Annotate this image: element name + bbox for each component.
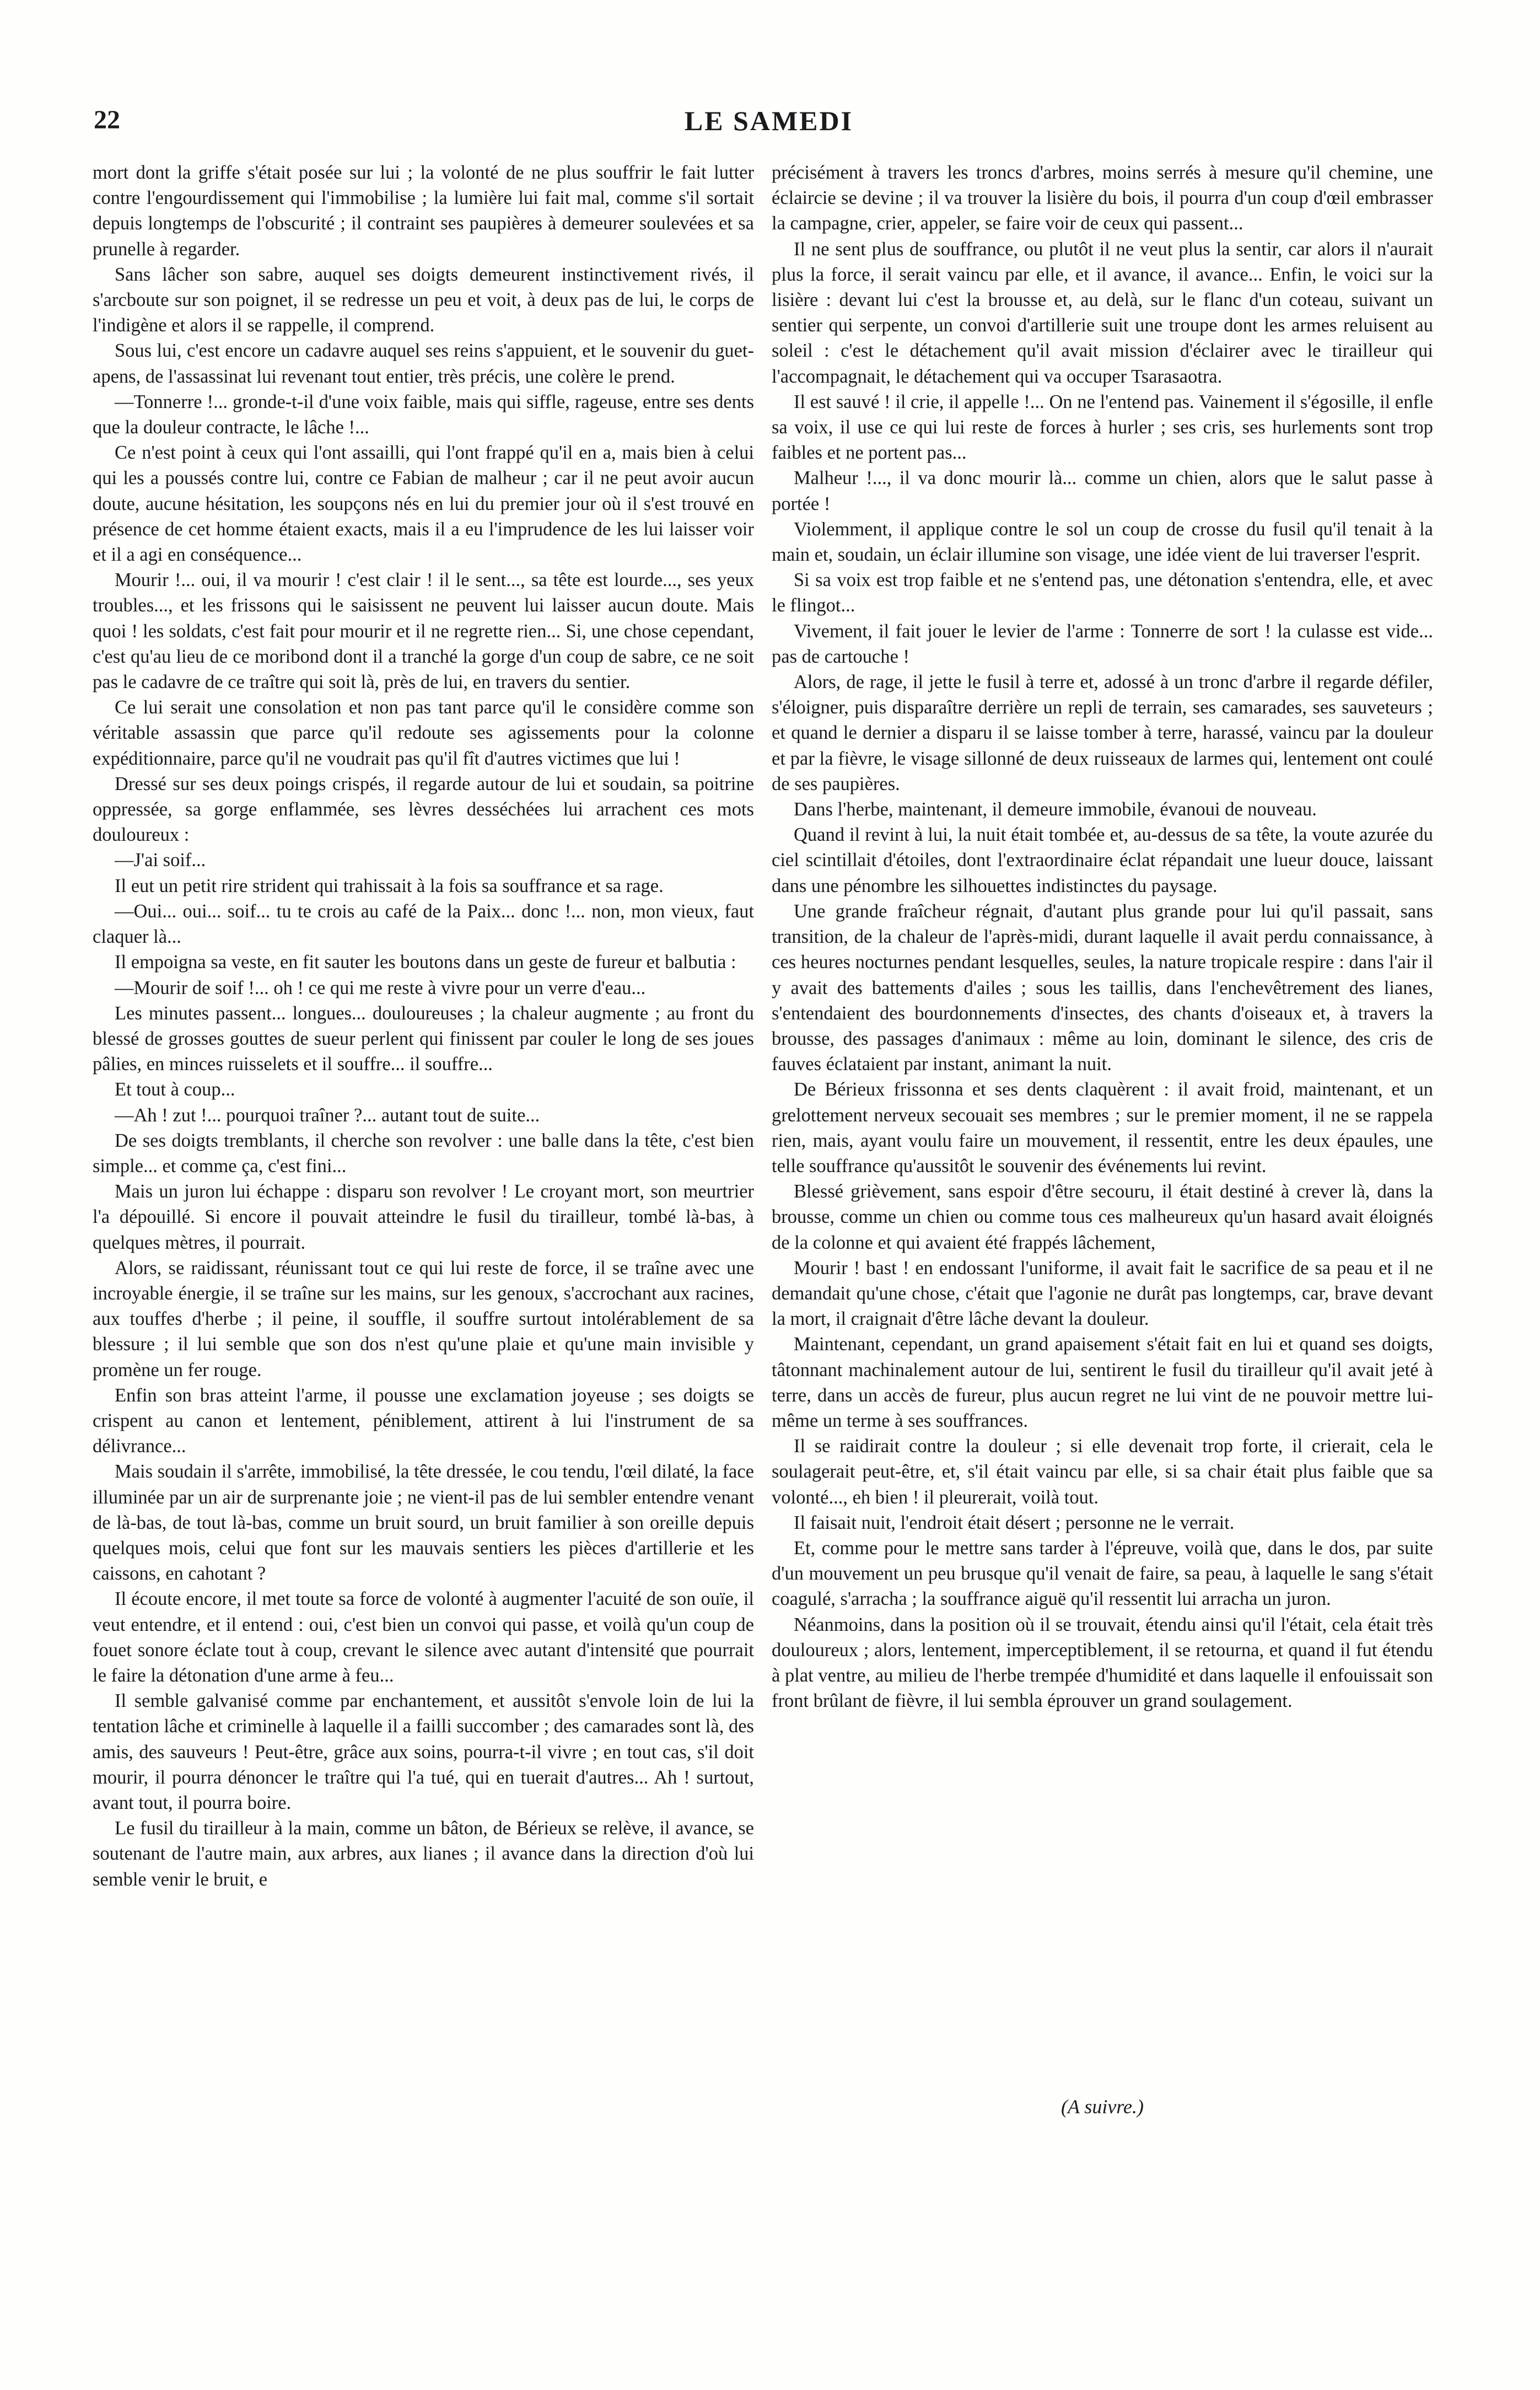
paragraph: Une grande fraîcheur régnait, d'autant plus grande pour lui qu'il passait, sans transition, de la chaleur de l'après-midi, durant laquelle il avait perdu connaissance, à ces heures nocturnes pendant lesquelles, seules, la nature tropicale respire : dans l'air il y avait des battements d'ailes ; sous les taillis, dans l'enchevêtrement des lianes, s'entendaient des bourdonnements d'insectes, des chants d'oiseaux et, à travers la brousse, des passages d'animaux : même au loin, dominant le silence, des cris de fauves éclataient par instant, animant la nuit. bbox=[772, 900, 1433, 1075]
paragraph: Alors, se raidissant, réunissant tout ce qui lui reste de force, il se traîne avec une incroyable énergie, il se traîne sur les mains, sur les genoux, s'accrochant aux racines, aux touffes d'herbe ; il peine, il souffle, il souffre surtout intolérablement de sa blessure ; il lui semble que son dos n'est qu'une plaie et qu'une main invisible y promène un fer rouge. bbox=[93, 1257, 754, 1381]
page-header bbox=[94, 105, 1444, 149]
paragraph: Mourir ! bast ! en endossant l'uniforme, il avait fait le sacrifice de sa peau et il ne demandait qu'une chose, c'était que l'agonie ne durât pas longtemps, car, brave devant la mort, il craignait d'être lâche devant la douleur. bbox=[772, 1257, 1433, 1330]
paragraph: Sans lâcher son sabre, auquel ses doigts demeurent instinctivement rivés, il s'arcboute sur son poignet, il se redresse un peu et voit, à deux pas de lui, le corps de l'indigène et alors il se rappelle, il comprend. bbox=[93, 264, 754, 336]
right-column bbox=[772, 160, 1433, 1714]
paragraph: Malheur !..., il va donc mourir là... comme un chien, alors que le salut passe à portée ! bbox=[772, 468, 1433, 514]
paragraph: Il est sauvé ! il crie, il appelle !... On ne l'entend pas. Vainement il s'égosille, il enfle sa voix, il use ce qui lui reste de forces à hurler ; ses cris, ses hurlements sont trop faibles et ne portent pas... bbox=[772, 391, 1433, 464]
paragraph: Ce lui serait une consolation et non pas tant parce qu'il le considère comme son véritable assassin que parce qu'il redoute ses agissements pour la colonne expéditionnaire, parce qu'il ne voudrait pas qu'il fît d'autres victimes que lui ! bbox=[93, 697, 754, 769]
paragraph: Dressé sur ses deux poings crispés, il regarde autour de lui et soudain, sa poitrine oppressée, sa gorge enflammée, ses lèvres desséchées lui arrachent ces mots douloureux : bbox=[93, 773, 754, 846]
paragraph: —J'ai soif... bbox=[115, 850, 206, 871]
paragraph: Les minutes passent... longues... douloureuses ; la chaleur augmente ; au front du blessé de grosses gouttes de sueur perlent qui finissent par couler le long de ses joues pâlies, en minces ruisselets et il souffre... il souffre... bbox=[93, 1002, 754, 1075]
page-number: 22 bbox=[94, 105, 120, 135]
paragraph: Il faisait nuit, l'endroit était désert ; personne ne le verrait. bbox=[794, 1512, 1235, 1533]
journal-title: LE SAMEDI bbox=[684, 105, 854, 136]
paragraph: Vivement, il fait jouer le levier de l'arme : Tonnerre de sort ! la culasse est vide... pas de cartouche ! bbox=[772, 620, 1433, 667]
paragraph: Dans l'herbe, maintenant, il demeure immobile, évanoui de nouveau. bbox=[794, 799, 1317, 820]
paragraph: Il écoute encore, il met toute sa force de volonté à augmenter l'acuité de son ouïe, il veut entendre, et il entend : oui, c'est bien un convoi qui passe, et voilà qu'un coup de fouet sonore éclate tout à coup, crevant le silence avec autant d'intensité que pourrait le faire la détonation d'une arme à feu... bbox=[93, 1588, 754, 1686]
paragraph: —Ah ! zut !... pourquoi traîner ?... autant tout de suite... bbox=[115, 1104, 540, 1126]
paragraph: Blessé grièvement, sans espoir d'être secouru, il était destiné à crever là, dans la brousse, comme un chien ou comme tous ces malheureux qu'un hasard avait éloignés de la colonne et qui avaient été frappés lâchement, bbox=[772, 1181, 1433, 1253]
paragraph: —Mourir de soif !... oh ! ce qui me reste à vivre pour un verre d'eau... bbox=[115, 977, 646, 998]
paragraph: précisément à travers les troncs d'arbres, moins serrés à mesure qu'il chemine, une éclaircie se devine ; il va trouver la lisière du bois, il pourra d'un coup d'œil embrasser la campagne, crier, appeler, se faire voir de ceux qui passent... bbox=[772, 162, 1433, 234]
paragraph: Et, comme pour le mettre sans tarder à l'épreuve, voilà que, dans le dos, par suite d'un mouvement un peu brusque qu'il venait de faire, sa peau, à laquelle le sang s'était coagulé, s'arracha ; la souffrance aiguë qu'il ressentit lui arracha un juron. bbox=[772, 1537, 1433, 1610]
paragraph: Il empoigna sa veste, en fit sauter les boutons dans un geste de fureur et balbutia : bbox=[115, 952, 736, 973]
paragraph: Et tout à coup... bbox=[115, 1079, 235, 1100]
paragraph: Maintenant, cependant, un grand apaisement s'était fait en lui et quand ses doigts, tâtonnant machinalement autour de lui, sentirent le fusil du tirailleur qu'il avait jeté à terre, dans un accès de fureur, plus aucun regret ne lui vint de ne pouvoir mettre lui-même un terme à ses souffrances. bbox=[772, 1334, 1433, 1431]
paragraph: Sous lui, c'est encore un cadavre auquel ses reins s'appuient, et le souvenir du guet-apens, de l'assassinat lui revenant tout entier, très précis, une colère le prend. bbox=[93, 340, 754, 387]
paragraph: Enfin son bras atteint l'arme, il pousse une exclamation joyeuse ; ses doigts se crispent au canon et lentement, péniblement, attirent à lui l'instrument de sa délivrance... bbox=[93, 1384, 754, 1457]
paragraph: Il eut un petit rire strident qui trahissait à la fois sa souffrance et sa rage. bbox=[115, 875, 664, 896]
paragraph: —Tonnerre !... gronde-t-il d'une voix faible, mais qui siffle, rageuse, entre ses dents que la douleur contracte, le lâche !... bbox=[93, 391, 754, 438]
to-be-continued: (A suivre.) bbox=[1061, 2096, 1144, 2118]
paragraph: Alors, de rage, il jette le fusil à terre et, adossé à un tronc d'arbre il regarde défiler, s'éloigner, puis disparaître derrière un repli de terrain, ses camarades, ses sauveteurs ; et quand le dernier a disparu il se laisse tomber à terre, harassé, vaincu par la douleur et par la fièvre, le visage sillonné de deux ruisseaux de larmes qui, lentement ont coulé de ses paupières. bbox=[772, 672, 1433, 794]
paragraph: De ses doigts tremblants, il cherche son revolver : une balle dans la tête, c'est bien simple... et comme ça, c'est fini... bbox=[93, 1130, 754, 1177]
paragraph: De Bérieux frissonna et ses dents claquèrent : il avait froid, maintenant, et un grelottement nerveux secouait ses membres ; sur le premier moment, il ne se rappela rien, mais, ayant voulu faire un mouvement, il ressentit, entre les deux épaules, une telle souffrance qu'aussitôt le souvenir des événements lui revint. bbox=[772, 1079, 1433, 1177]
paragraph: Si sa voix est trop faible et ne s'entend pas, une détonation s'entendra, elle, et avec le flingot... bbox=[772, 570, 1433, 616]
paragraph: Néanmoins, dans la position où il se trouvait, étendu ainsi qu'il l'était, cela était très douloureux ; alors, lentement, imperceptiblement, il se retourna, et quand il fut étendu à plat ventre, au milieu de l'herbe trempée d'humidité et dans laquelle il enfouissait son front brûlant de fièvre, il lui sembla éprouver un grand soulagement. bbox=[772, 1614, 1433, 1712]
left-column bbox=[93, 160, 754, 1892]
paragraph: Ce n'est point à ceux qui l'ont assailli, qui l'ont frappé qu'il en a, mais bien à celui qui les a poussés contre lui, contre ce Fabian de malheur ; car il ne peut avoir aucun doute, aucune hésitation, les soupçons nés en lui du premier jour où il s'est trouvé en présence de cet homme étaient exacts, mais il a eu l'imprudence de les lui laisser voir et il a agi en conséquence... bbox=[93, 442, 754, 566]
paragraph: Quand il revint à lui, la nuit était tombée et, au-dessus de sa tête, la voute azurée du ciel scintillait d'étoiles, dont l'extraordinaire éclat répandait une lueur douce, laissant dans une pénombre les silhouettes indistinctes du paysage. bbox=[772, 824, 1433, 896]
paragraph: Le fusil du tirailleur à la main, comme un bâton, de Bérieux se relève, il avance, se soutenant de l'autre main, aux arbres, aux lianes ; il avance dans la direction d'où lui semble venir le bruit, e bbox=[93, 1818, 754, 1890]
paragraph: Mais un juron lui échappe : disparu son revolver ! Le croyant mort, son meurtrier l'a dépouillé. Si encore il pouvait atteindre le fusil du tirailleur, tombé là-bas, à quelques mètres, il pourrait. bbox=[93, 1181, 754, 1253]
paragraph: Mais soudain il s'arrête, immobilisé, la tête dressée, le cou tendu, l'œil dilaté, la face illuminée par un air de surprenante joie ; ne vient-il pas de lui sembler entendre venant de là-bas, de tout là-bas, comme un bruit sourd, un bruit familier à son oreille depuis quelques mois, celui que font sur les mauvais sentiers les pièces d'artillerie et les caissons, en cahotant ? bbox=[93, 1461, 754, 1585]
paragraph: —Oui... oui... soif... tu te crois au café de la Paix... donc !... non, mon vieux, faut claquer là... bbox=[93, 900, 754, 948]
paragraph: Il ne sent plus de souffrance, ou plutôt il ne veut plus la sentir, car alors il n'aurait plus la force, il serait vaincu par elle, et il avance, il avance... Enfin, le voici sur la lisière : devant lui c'est la brousse et, au delà, sur le flanc d'un coteau, suivant un sentier qui serpente, un convoi d'artillerie suit une troupe dont les armes reluisent au soleil : c'est le détachement qu'il avait mission d'éclairer avec le tirailleur qui l'accompagnait, le détachement qui va occuper Tsarasaotra. bbox=[772, 238, 1433, 387]
paragraph: mort dont la griffe s'était posée sur lui ; la volonté de ne plus souffrir le fait lutter contre l'engourdissement qui l'immobilise ; la lumière lui fait mal, comme s'il sortait depuis longtemps de l'obscurité ; il contraint ses paupières à demeurer soulevées et sa prunelle à regarder. bbox=[93, 162, 754, 260]
paragraph: Il semble galvanisé comme par enchantement, et aussitôt s'envole loin de lui la tentation lâche et criminelle à laquelle il a failli succomber ; des camarades sont là, des amis, des sauveurs ! Peut-être, grâce aux soins, pourra-t-il vivre ; en tout cas, s'il doit mourir, il pourra dénoncer le traître qui l'a tué, qui en tuerait d'autres... Ah ! surtout, avant tout, il pourra boire. bbox=[93, 1690, 754, 1813]
paragraph: Il se raidirait contre la douleur ; si elle devenait trop forte, il crierait, cela le soulagerait peut-être, et, s'il était vaincu par elle, si sa chair était plus faible que sa volonté..., eh bien ! il pleurerait, voilà tout. bbox=[772, 1436, 1433, 1508]
paragraph: Mourir !... oui, il va mourir ! c'est clair ! il le sent..., sa tête est lourde..., ses yeux troubles..., et les frissons qui le saisissent ne peuvent lui laisser aucun doute. Mais quoi ! les soldats, c'est fait pour mourir et il ne regrette rien... Si, une chose cependant, c'est qu'au lieu de ce moribond dont il a tranché la gorge d'un coup de sabre, ce ne soit pas le cadavre de ce traître qui soit là, près de lui, en travers du sentier. bbox=[93, 570, 754, 693]
paragraph: Violemment, il applique contre le sol un coup de crosse du fusil qu'il tenait à la main et, soudain, un éclair illumine son visage, une idée vient de lui traverser l'esprit. bbox=[772, 518, 1433, 566]
